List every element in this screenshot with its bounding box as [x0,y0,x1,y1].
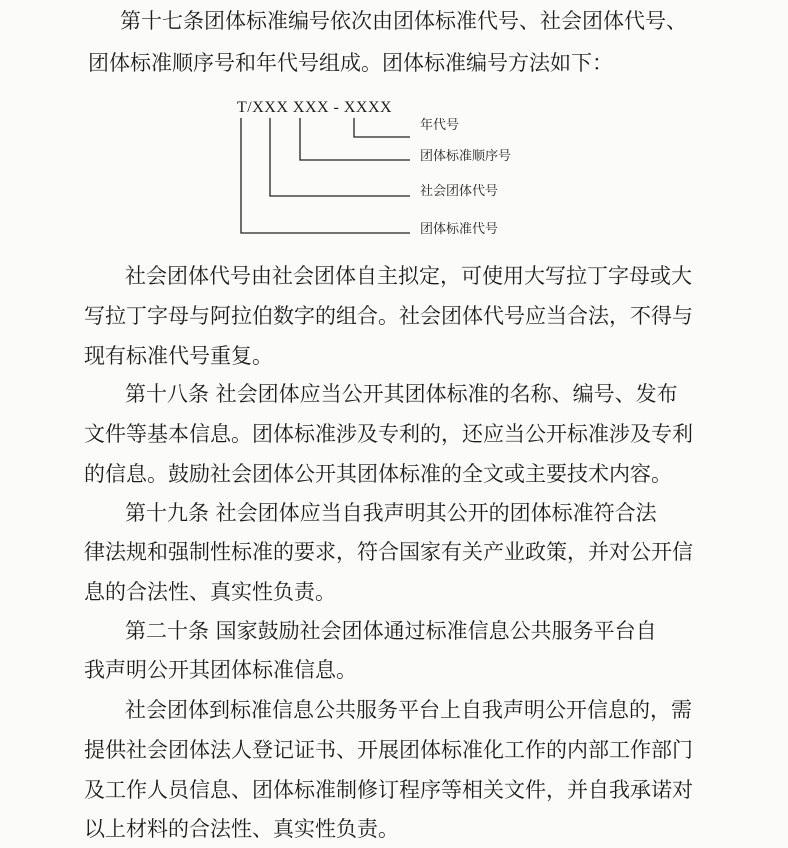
para-code-line-3: 现有标准代号重复。 [84,344,273,368]
article-19-line-3: 息的合法性、真实性负责。 [84,580,336,604]
standard-number-diagram [0,0,788,260]
connector-society [270,118,410,196]
para-code-line-1: 社会团体代号由社会团体自主拟定，可使用大写拉丁字母或大 [125,264,692,288]
connector-year [354,118,410,137]
article-20-line-1: 第二十条 国家鼓励社会团体通过标准信息公共服务平台自 [125,619,657,643]
label-society-code: 社会团体代号 [420,184,499,199]
connector-sequence [300,118,410,160]
standard-number-format: T/XXX XXX - XXXX [237,99,393,116]
article-17-line-2: 团体标准顺序号和年代号组成。团体标准编号方法如下： [88,51,613,75]
para-code-line-2: 写拉丁字母与阿拉伯数字的组合。社会团体代号应当合法，不得与 [84,304,693,328]
para-platform-line-2: 提供社会团体法人登记证书、开展团体标准化工作的内部工作部门 [84,738,693,762]
article-18-line-1: 第十八条 社会团体应当公开其团体标准的名称、编号、发布 [125,382,678,406]
article-18-line-2: 文件等基本信息。团体标准涉及专利的，还应当公开标准涉及专利 [84,422,693,446]
para-platform-line-3: 及工作人员信息、团体标准制修订程序等相关文件，并自我承诺对 [84,778,693,802]
diagram-connector-lines [0,0,788,260]
article-19-line-1: 第十九条 社会团体应当自我声明其公开的团体标准符合法 [125,501,657,525]
label-sequence-number: 团体标准顺序号 [420,149,512,164]
article-17-line-1: 第十七条团体标准编号依次由团体标准代号、社会团体代号、 [120,9,687,33]
article-18-line-3: 的信息。鼓励社会团体公开其团体标准的全文或主要技术内容。 [84,462,672,486]
article-19-line-2: 律法规和强制性标准的要求，符合国家有关产业政策，并对公开信 [84,540,693,564]
para-platform-line-1: 社会团体到标准信息公共服务平台上自我声明公开信息的，需 [125,698,692,722]
connector-standard [241,118,410,233]
para-platform-line-4: 以上材料的合法性、真实性负责。 [84,817,399,841]
label-year-code: 年代号 [420,118,460,133]
label-standard-code: 团体标准代号 [420,222,499,237]
article-20-line-2: 我声明公开其团体标准信息。 [84,658,357,682]
